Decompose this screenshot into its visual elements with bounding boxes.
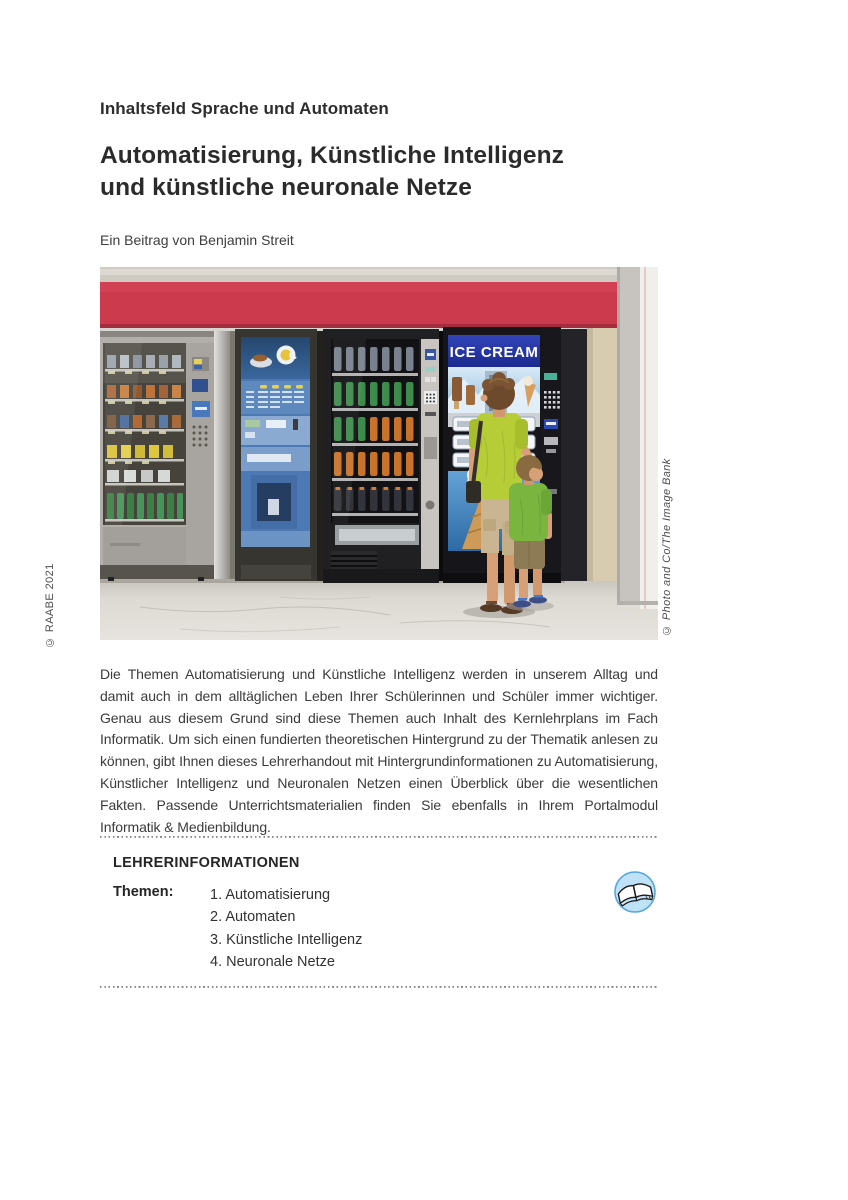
theme-item: 3. Künstliche Intelligenz bbox=[210, 931, 363, 948]
publisher-copyright: © RAABE 2021 bbox=[44, 563, 56, 648]
intro-paragraph: Die Themen Automatisierung und Künstliche Intelligenz werden in unserem Alltag und damit auch in dem alltäglichen Leben Ihrer Schülerinnen und Schüler immer wichtiger. Genau aus diesem Grund sind diese Themen auch Inhalt des Kernlehrplans im Fach Informatik. Um sich einen fundierten theoretischen Hintergrund zu der Thematik anlesen zu können, gibt Ihnen dieses Lehrerhandout mit Hintergrundinformationen zu Automatisierung, Künstlicher Intelligenz und Neuronalen Netzen einen Überblick über die wesentlichen Fakten. Passende Unterrichtsmaterialien finden Sie ebenfalls in Ihrem Portalmodul Informatik & Medienbildung. bbox=[100, 666, 658, 835]
themes-label: Themen: bbox=[113, 884, 174, 900]
dotted-divider-bottom bbox=[100, 986, 658, 988]
page-title bbox=[100, 140, 564, 204]
series-kicker: Inhaltsfeld Sprache und Automaten bbox=[100, 99, 389, 118]
teacher-info-heading: LEHRERINFORMATIONEN bbox=[113, 855, 300, 871]
door-hinge-strip bbox=[214, 331, 230, 579]
drinks-vending-machine bbox=[323, 329, 439, 583]
themes-list bbox=[210, 884, 362, 974]
byline: Ein Beitrag von Benjamin Streit bbox=[100, 232, 294, 248]
photo-credit: © Photo and Co/The Image Bank bbox=[661, 458, 673, 636]
open-book-icon bbox=[611, 869, 659, 917]
coffee-vending-machine bbox=[235, 329, 317, 581]
drinks-machine-payment-panel bbox=[421, 339, 439, 579]
theme-item: 1. Automatisierung bbox=[210, 887, 331, 903]
snack-machine-payment-panel bbox=[186, 343, 214, 579]
page-title-line1: Automatisierung, Künstliche Intelligenz bbox=[100, 142, 564, 169]
snack-vending-machine bbox=[100, 331, 214, 581]
dotted-divider-top bbox=[100, 836, 658, 838]
vending-machines-illustration bbox=[100, 267, 658, 640]
page-title-line2: und künstliche neuronale Netze bbox=[100, 174, 472, 201]
theme-item: 2. Automaten bbox=[210, 909, 296, 926]
vending-machines-photo bbox=[100, 267, 658, 640]
marble-floor bbox=[100, 576, 658, 640]
theme-item: 4. Neuronale Netze bbox=[210, 954, 335, 971]
ice-cream-sign: ICE CREAM bbox=[449, 344, 539, 361]
